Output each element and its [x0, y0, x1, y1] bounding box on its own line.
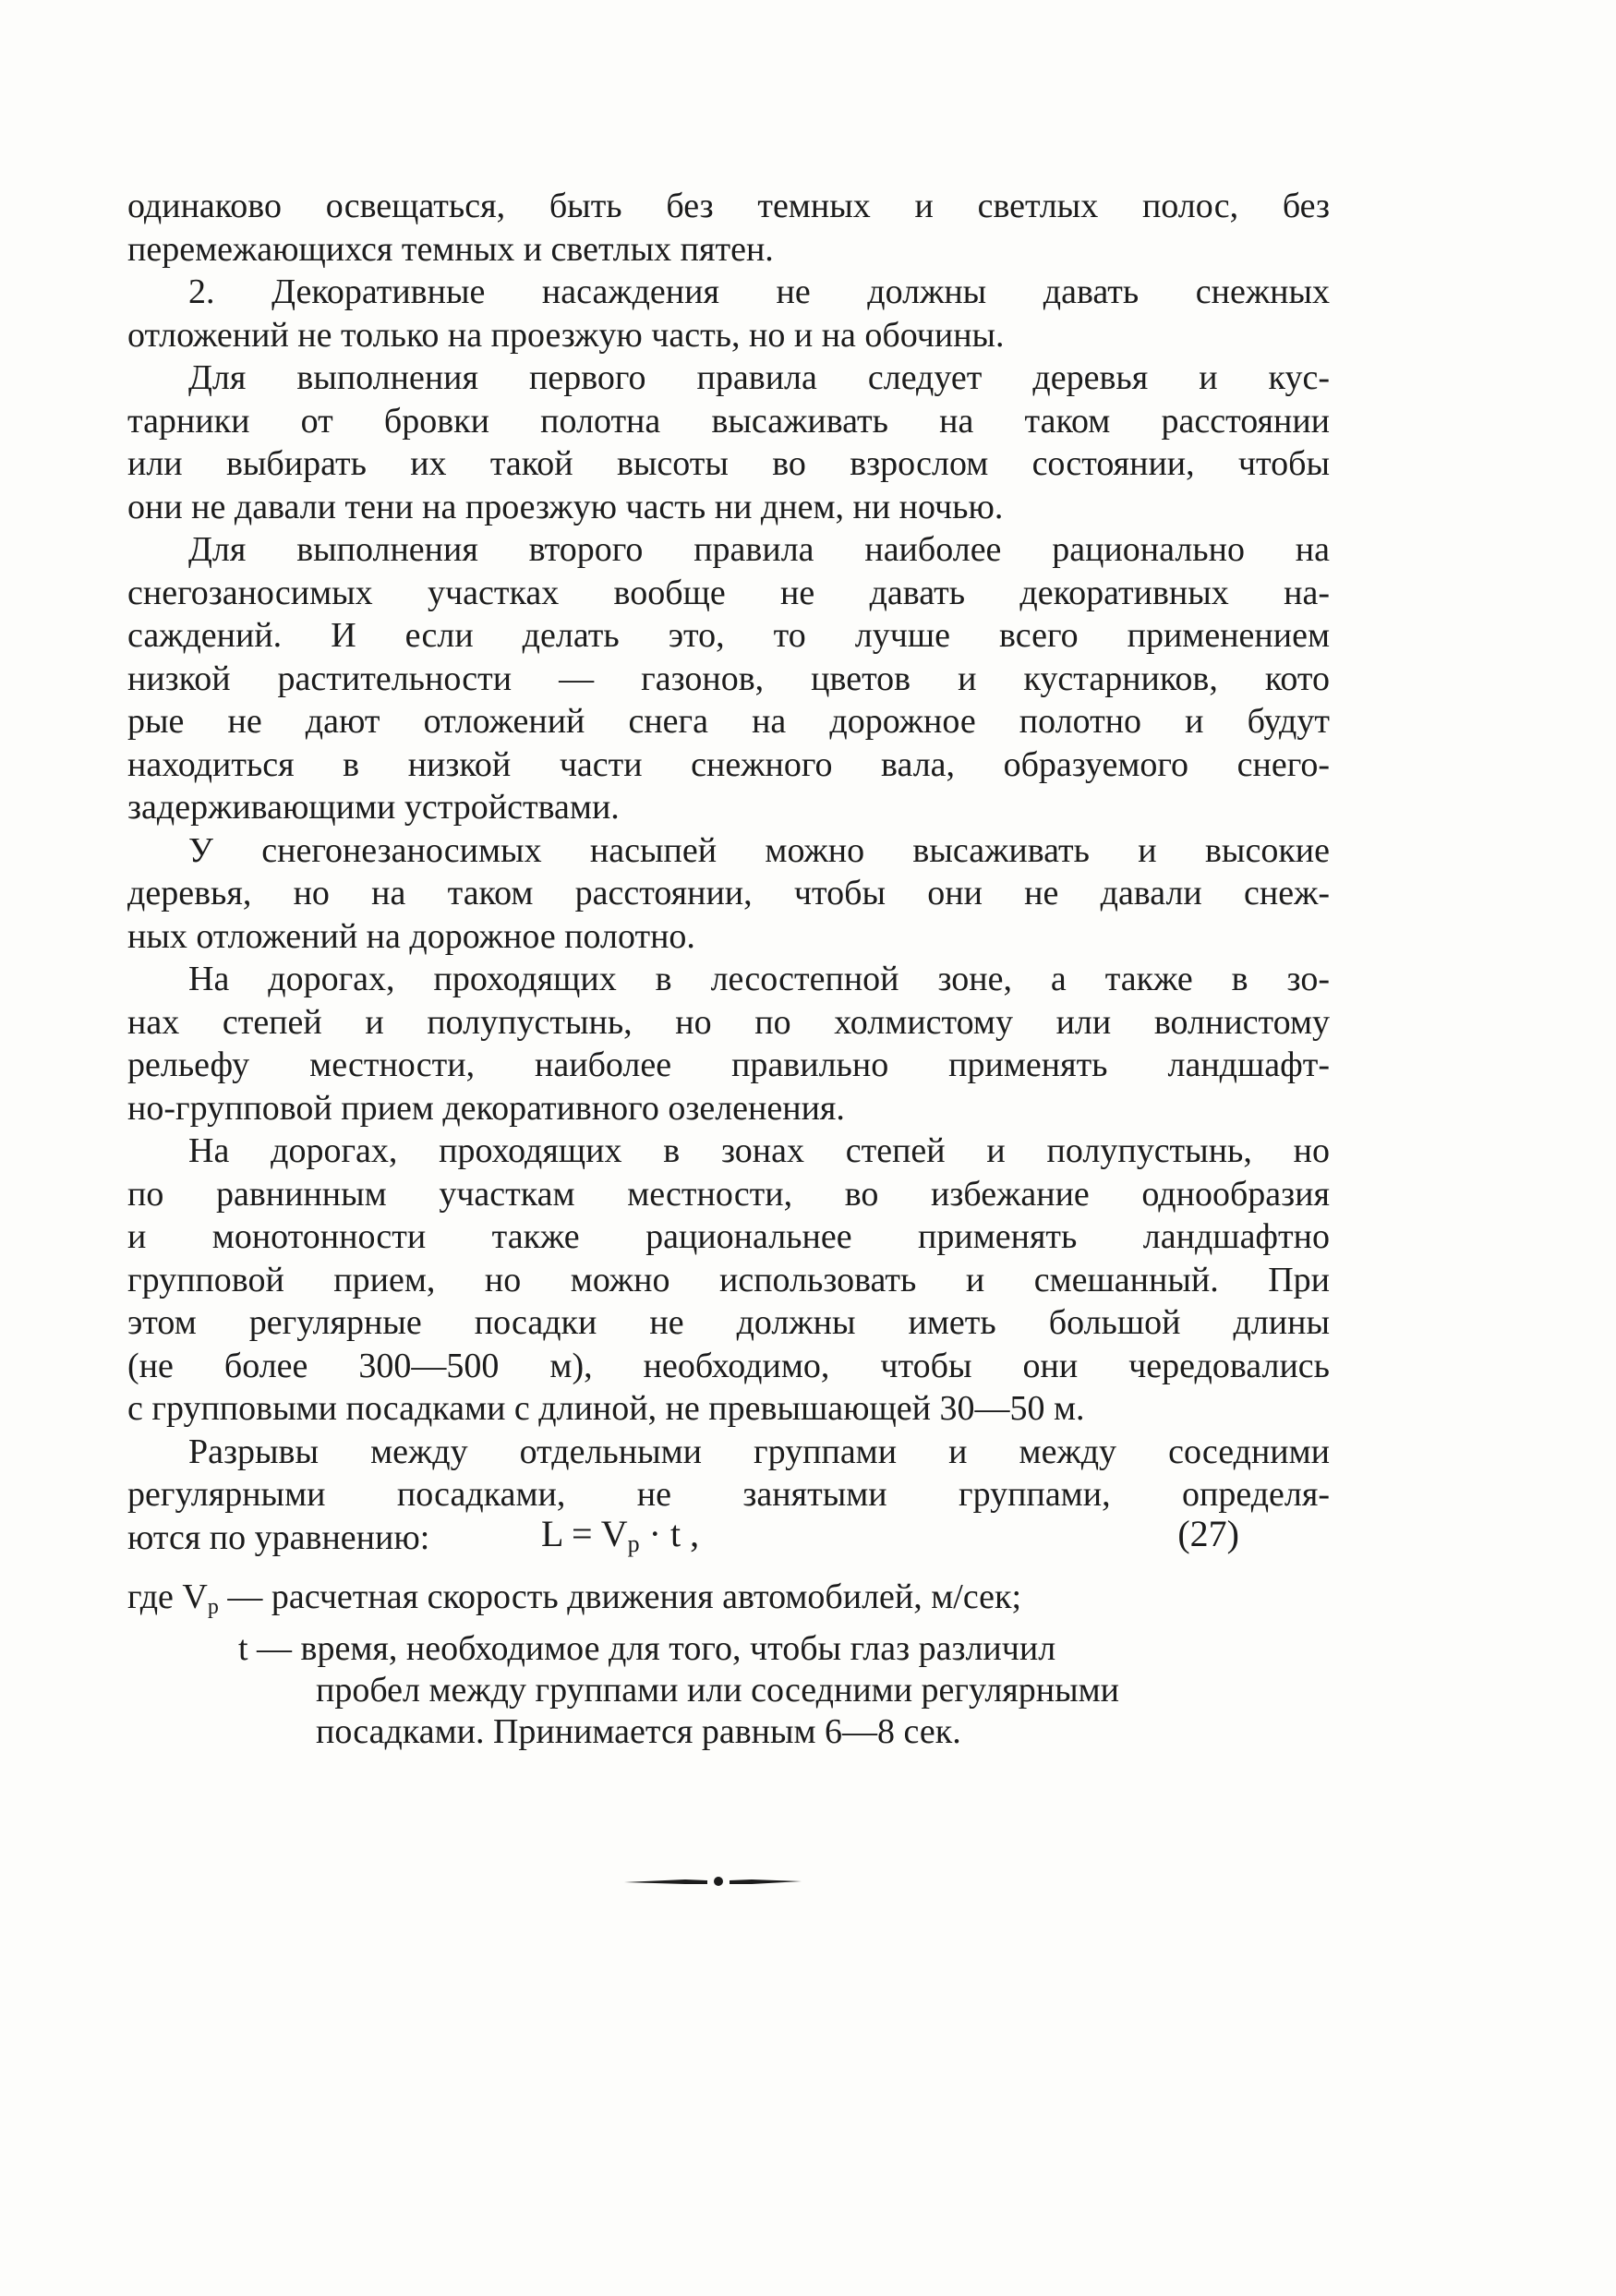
formula-subscript: р — [627, 1530, 640, 1557]
text-line: На дорогах, проходящих в зонах степей и полупустынь, но — [188, 1131, 1330, 1170]
text-line: этом регулярные посадки не должны иметь большой длины — [127, 1303, 1330, 1342]
text-line: одинаково освещаться, быть без темных и светлых полос, без — [127, 187, 1330, 225]
text-line: групповой прием, но можно использовать и смешанный. При — [127, 1260, 1330, 1299]
text-line: саждений. И если делать это, то лучше всего применением — [127, 616, 1330, 655]
text-line: они не давали тени на проезжую часть ни днем, ни ночью. — [127, 487, 1004, 526]
text-line: или выбирать их такой высоты во взрослом состоянии, чтобы — [127, 444, 1330, 483]
text-line: тарники от бровки полотна высаживать на таком расстоянии — [127, 401, 1330, 441]
text-line: рые не дают отложений снега на дорожное полотно и будут — [127, 702, 1330, 741]
formula-right: · t , — [639, 1513, 700, 1554]
text-line: регулярными посадками, не занятыми группами, определя- — [127, 1475, 1330, 1514]
text-line: по равнинным участкам местности, во избежание однообразия — [127, 1174, 1330, 1214]
text-line: Для выполнения первого правила следует деревья и кус- — [188, 358, 1330, 397]
definition-t-continued: пробел между группами или соседними регулярными — [316, 1671, 1120, 1710]
definition-t-continued: посадками. Принимается равным 6—8 сек. — [316, 1712, 961, 1751]
definition-vp-text: — расчетная скорость движения автомобилей, м/сек; — [218, 1577, 1022, 1616]
definition-t: t — время, необходимое для того, чтобы глаз различил — [238, 1629, 1056, 1668]
text-line: (не более 300—500 м), необходимо, чтобы они чередовались — [127, 1346, 1330, 1385]
formula-left: L = V — [541, 1513, 628, 1554]
text-line: но-групповой прием декоративного озеленения. — [127, 1088, 845, 1128]
text-line: На дорогах, проходящих в лесостепной зоне, а также в зо- — [188, 960, 1330, 998]
text-line: нах степей и полупустынь, но по холмистому или волнистому — [127, 1002, 1330, 1042]
text-line: Для выполнения второго правила наиболее рационально на — [188, 530, 1330, 569]
equation-27 — [127, 1511, 1330, 1557]
formula — [541, 1511, 699, 1567]
definition-vp — [127, 1577, 1330, 1628]
body-text — [127, 185, 1330, 1559]
text-line: отложений не только на проезжую часть, но и на обочины. — [127, 315, 1005, 355]
text-line: деревья, но на таком расстоянии, чтобы они не давали снеж- — [127, 874, 1330, 912]
variable-definitions — [127, 1577, 1330, 1753]
section-end-ornament — [621, 1873, 805, 1890]
text-line: перемежающихся темных и светлых пятен. — [127, 229, 774, 269]
definition-vp-subscript: р — [207, 1595, 219, 1619]
text-line: снегозаносимых участках вообще не давать декоративных на- — [127, 573, 1330, 612]
text-line: задерживающими устройствами. — [127, 788, 620, 827]
text-line: У снегонезаносимых насыпей можно высаживать и высокие — [188, 830, 1330, 870]
definition-vp-prefix: где V — [127, 1577, 208, 1616]
text-line: с групповыми посадками с длиной, не превышающей 30—50 м. — [127, 1389, 1085, 1428]
text-line: рельефу местности, наиболее правильно применять ландшафт- — [127, 1045, 1330, 1084]
text-line: низкой растительности — газонов, цветов и кустарников, кото — [127, 659, 1330, 698]
text-line: ются по уравнению: — [127, 1517, 430, 1557]
text-line: Разрывы между отдельными группами и между соседними — [188, 1432, 1330, 1471]
text-line: ных отложений на дорожное полотно. — [127, 916, 695, 956]
text-line: и монотонности также рациональнее применять ландшафтно — [127, 1217, 1330, 1256]
text-line: находиться в низкой части снежного вала, образуемого снего- — [127, 744, 1330, 784]
text-line: 2. Декоративные насаждения не должны давать снежных — [188, 272, 1330, 311]
equation-number: (27) — [1177, 1513, 1239, 1554]
